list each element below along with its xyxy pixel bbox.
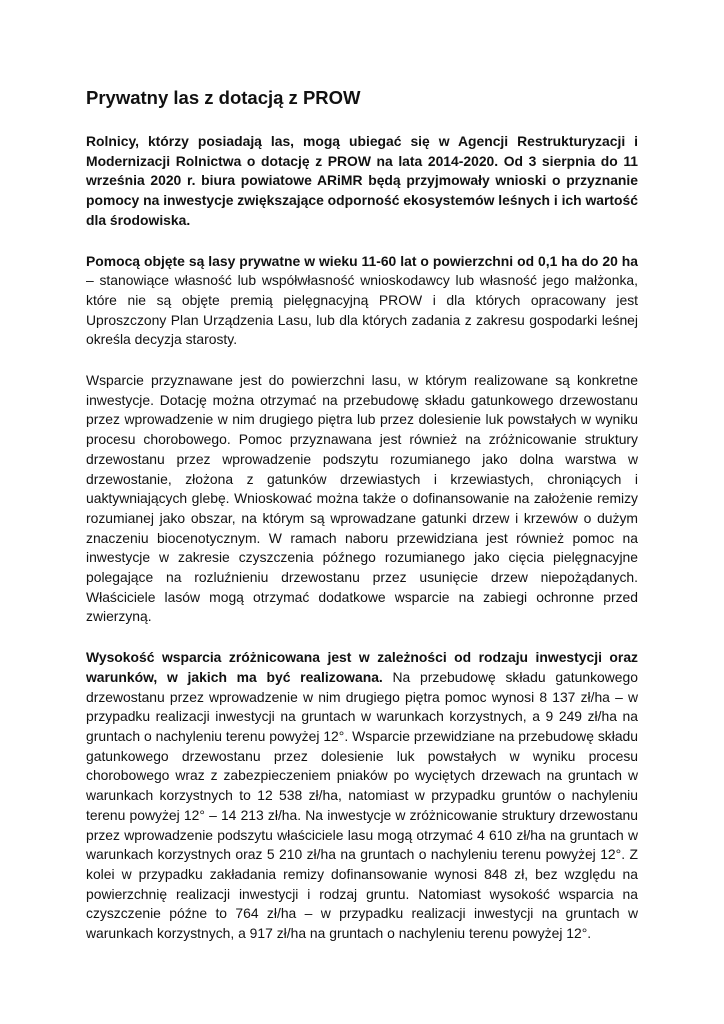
paragraph-support-amounts-text: Na przebudowę składu gatunkowego drzewostanu przez wprowadzenie w nim drugiego piętra pomoc wynosi 8 137 zł/ha – w przypadku realizacji inwestycji na gruntach w warunkach korzystnych, a 9 249 zł/ha na gruntach o nachyleniu terenu powyżej 12°. Wsparcie przewidziane na przebudowę składu gatunkowego drzewostanu przez dolesienie luk powstałych w wyniku procesu chorobowego wraz z zabezpieczeniem pniaków po wyciętych drzewach na gruntach w warunkach korzystnych to 12 538 zł/ha, natomiast w przypadku gruntów o nachyleniu terenu powyżej 12° – 14 213 zł/ha. Na inwestycje w zróżnicowanie struktury drzewostanu przez wprowadzenie podszytu właściciele lasu mogą otrzymać 4 610 zł/ha na gruntach w warunkach korzystnych oraz 5 210 zł/ha na gruntach o nachyleniu terenu powyżej 12°. Z kolei w przypadku zakładania remizy dofinansowanie wynosi 848 zł, bez względu na powierzchnię realizacji inwestycji i rodzaj gruntu. Natomiast wysokość wsparcia na czyszczenie późne to 764 zł/ha – w przypadku realizacji inwestycji na gruntach w warunkach korzystnych, a 917 zł/ha na gruntach o nachyleniu terenu powyżej 12°. — [86, 668, 638, 942]
document-page — [86, 86, 638, 944]
paragraph-support-amounts-bold: Wysokość wsparcia zróżnicowana jest w zależności od rodzaju inwestycji oraz warunków, w jakich ma być realizowana. — [86, 649, 638, 685]
paragraph-eligibility-text: – stanowiące własność lub współwłasność wnioskodawcy lub własność jego małżonka, które nie są objęte premią pielęgnacyjną PROW i dla których opracowany jest Uproszczony Plan Urządzenia Lasu, lub dla których zadania z zakresu gospodarki leśnej określa decyzja starosty. — [86, 272, 638, 348]
paragraph-eligibility — [86, 252, 638, 351]
paragraph-support-amounts — [86, 648, 638, 944]
document-title: Prywatny las z dotacją z PROW — [86, 87, 361, 108]
paragraph-support-scope: Wsparcie przyznawane jest do powierzchni lasu, w którym realizowane są konkretne inwestycje. Dotację można otrzymać na przebudowę składu gatunkowego drzewostanu przez wprowadzenie w nim drugiego piętra lub przez dolesienie luk powstałych w wyniku procesu chorobowego. Pomoc przyznawana jest również na zróżnicowanie struktury drzewostanu przez wprowadzenie podszytu rozumianego jako dolna warstwa w drzewostanie, złożona z gatunków drzewiastych i krzewiastych, chroniących i uaktywniających glebę. Wnioskować można także o dofinansowanie na założenie remizy rozumianej jako obszar, na którym są wprowadzane gatunki drzew i krzewów o dużym znaczeniu biocenotycznym. W ramach naboru przewidziana jest również pomoc na inwestycje w zakresie czyszczenia późnego rozumianego jako cięcia pielęgnacyjne polegające na rozluźnieniu drzewostanu przez usunięcie drzew niepożądanych. Właściciele lasów mogą otrzymać dodatkowe wsparcie na zabiegi ochronne przed zwierzyną. — [86, 372, 638, 625]
lead-paragraph: Rolnicy, którzy posiadają las, mogą ubiegać się w Agencji Restrukturyzacji i Modernizacji Rolnictwa o dotację z PROW na lata 2014-2020. Od 3 sierpnia do 11 września 2020 r. biura powiatowe ARiMR będą przyjmowały wnioski o przyznanie pomocy na inwestycje zwiększające odporność ekosystemów leśnych i ich wartość dla środowiska. — [86, 133, 638, 228]
paragraph-eligibility-bold: Pomocą objęte są lasy prywatne w wieku 11-60 lat o powierzchni od 0,1 ha do 20 ha — [86, 252, 638, 269]
